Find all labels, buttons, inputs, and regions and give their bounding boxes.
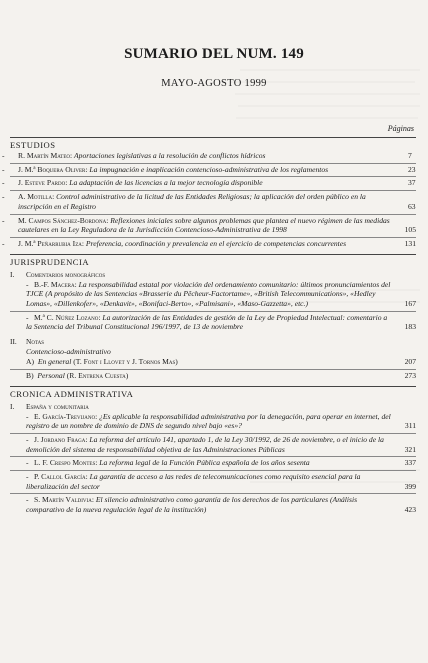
bullet-dash: - [26, 495, 29, 505]
subsection-label: Comentarios monográficos [26, 269, 106, 279]
entry-title: Reflexiones iniciales sobre algunos problemas que plantea el nuevo régimen de las medidas cautelares en la Ley Reguladora de la Jurisdicción Contencioso-Administrativa de 1998 [18, 215, 390, 235]
bullet-dash: - [26, 472, 29, 482]
toc-entry[interactable]: - J. Jordano Fraga: La reforma del artículo 141, apartado 1, de la Ley 30/1992, de 26 de noviembre, o el inicio de la demolición del sistema de responsabilidad objetiva de las Administraciones Públicas 321 [10, 435, 416, 457]
bullet-dash: - [26, 312, 29, 322]
entry-page: 311 [404, 421, 416, 431]
subsection-subheading: Contencioso-administrativo [26, 347, 111, 357]
page-title: SUMARIO DEL NUM. 149 [124, 46, 304, 62]
entry-page: 321 [404, 444, 416, 454]
pages-column-label: Páginas [387, 124, 414, 133]
entry-page: 167 [404, 299, 416, 309]
nota-letter: A) [26, 357, 35, 367]
entry-author: A. Motilla [18, 192, 53, 202]
bullet-dash: - [2, 164, 5, 174]
entry-author: M. Campos Sánchez-Bordona [18, 215, 107, 225]
entry-title: Aportaciones legislativas a la resolución de conflictos hídricos [74, 151, 266, 160]
entry-title: La garantía de acceso a las redes de telecomunicaciones como requisito esencial para la liberalización del sector [26, 472, 361, 491]
toc-entry[interactable]: - J. M.ª Boquera Oliver: La impugnación e inaplicación contencioso-administrativa de los reglamentos 23 [10, 165, 416, 178]
entry-author: J. Jordano Fraga [34, 434, 86, 444]
entry-page: 399 [404, 481, 416, 491]
toc-entry[interactable]: - E. García-Trevijano: ¿Es aplicable la responsabilidad administrativa por la denegación, para operar en internet, del registro de un nombre de dominio de DNS de segundo nivel bajo «es»? 311 [10, 412, 416, 434]
subsection-label: España y comunitaria [26, 401, 89, 411]
subsection-heading [10, 270, 416, 279]
bullet-dash: - [2, 238, 5, 248]
toc-entry[interactable]: - A. Motilla: Control administrativo de la licitud de las Entidades Religiosas; la aplicación del orden público en la inscripción en el Registro 63 [10, 192, 416, 214]
subsection-number: I. [10, 269, 15, 279]
section-heading-jurisprudencia: JURISPRUDENCIA [10, 254, 416, 267]
bullet-dash: - [2, 192, 5, 202]
entry-title: Personal [37, 370, 65, 380]
bullet-dash: - [26, 458, 29, 468]
entry-author: (T. Font i Llovet y J. Tornos Mas) [73, 357, 178, 367]
subsection-heading [10, 402, 416, 411]
entry-author: J. Esteve Pardo [18, 178, 66, 188]
entry-author: J. M.ª Boquera Oliver [18, 164, 86, 174]
entry-author: (R. Entrena Cuesta) [66, 370, 129, 380]
toc-entry[interactable] [10, 357, 416, 370]
entry-title: La adaptación de las licencias a la mejor tecnología disponible [69, 178, 263, 188]
bullet-dash: - [2, 215, 5, 225]
entry-author: R. Martín Mateo [18, 151, 71, 160]
bullet-dash: - [2, 178, 5, 188]
table-of-contents [2, 134, 416, 518]
entry-page: 423 [404, 505, 416, 515]
entry-page: 105 [404, 225, 416, 235]
entry-author: M.ª C. Núñez Lozano [34, 312, 99, 322]
entry-page: 337 [404, 458, 416, 468]
entry-title: Control administrativo de la licitud de las Entidades Religiosas; la aplicación del orden público en la inscripción en el Registro [18, 192, 366, 211]
bullet-dash: - [26, 279, 29, 289]
subsection-label: Notas [26, 337, 44, 347]
entry-author: L. F. Crespo Montes [34, 458, 96, 468]
entry-author: P. Callol García [34, 472, 86, 482]
toc-entry[interactable]: - S. Martín Valdivia: El silencio administrativo como garantía de los derechos de los particulares (Análisis comparativo de la nueva regulación legal de la institución) 423 [26, 495, 416, 515]
section-heading-cronica: CRONICA ADMINISTRATIVA [10, 386, 416, 399]
toc-entry[interactable]: - M. Campos Sánchez-Bordona: Reflexiones iniciales sobre algunos problemas que plantea el nuevo régimen de las medidas cautelares en la Ley Reguladora de la Jurisdicción Contencioso-Administrativa de 1998 105 [10, 216, 416, 238]
entry-title: En general [37, 357, 72, 367]
entry-title: El silencio administrativo como garantía de los derechos de los particulares (Análisis comparativo de la nueva regulación legal de la institución) [26, 495, 358, 515]
bullet-dash: - [2, 151, 5, 160]
subsection-number: I. [10, 401, 15, 411]
entry-title: La autorización de las Entidades de gestión de la Ley de Propiedad Intelectual: comentario a la Sentencia del Tribunal Constitucional 196/1997, de 13 de noviembre [26, 312, 388, 332]
toc-entry[interactable]: - L. F. Crespo Montes: La reforma legal de la Función Pública española de los años sesenta 337 [10, 458, 416, 471]
entry-page: 183 [404, 322, 416, 332]
subsection-number: II. [10, 337, 17, 347]
entry-author: E. García-Trevijano [34, 411, 96, 421]
entry-page: 131 [404, 238, 416, 248]
entry-title: La reforma legal de la Función Pública española de los años sesenta [99, 458, 310, 468]
entry-title: La impugnación e inaplicación contencioso-administrativa de los reglamentos [89, 164, 329, 174]
entry-author: S. Martín Valdivia [34, 495, 92, 505]
toc-entry[interactable]: - J. Esteve Pardo: La adaptación de las licencias a la mejor tecnología disponible 37 [10, 178, 416, 191]
entry-author: B.-F. Macera [34, 279, 75, 289]
entry-title: La reforma del artículo 141, apartado 1, de la Ley 30/1992, de 26 de noviembre, o el inicio de la demolición del sistema de responsabilidad objetiva de las Administraciones Públicas [26, 434, 384, 454]
entry-title: Preferencia, coordinación y prevalencia en el ejercicio de competencias concurrentes [85, 238, 347, 248]
nota-letter: B) [26, 370, 34, 380]
entry-title: La responsabilidad estatal por violación del ordenamiento comunitario: últimos pronunciamientos del TJCE (A propósito de las Sentencias «Brasserie du Pêcheur-Factortame», «British Telecommunications», «Hedley Lomas», «Dillenkofer», «Denkavit», «Bonifaci-Berto», «Palmisani», «Maso-Gazzetta», etc.) [26, 279, 391, 309]
toc-entry[interactable]: - M.ª C. Núñez Lozano: La autorización de las Entidades de gestión de la Ley de Propiedad Intelectual: comentario a la Sentencia del Tribunal Constitucional 196/1997, de 13 de noviembre 183 [26, 312, 416, 332]
section-heading-estudios: ESTUDIOS [10, 137, 416, 150]
toc-entry[interactable]: - P. Callol García: La garantía de acceso a las redes de telecomunicaciones como requisito esencial para la liberalización del sector 399 [10, 472, 416, 494]
entry-title: ¿Es aplicable la responsabilidad administrativa por la denegación, para operar en internet, del registro de un nombre de dominio de DNS de segundo nivel bajo «es»? [26, 411, 391, 431]
toc-entry[interactable]: - R. Martín Mateo: Aportaciones legislativas a la resolución de conflictos hídricos 7 [10, 151, 416, 164]
entry-page: 207 [404, 357, 416, 367]
subsection-heading [10, 337, 416, 346]
entry-page: 273 [404, 370, 416, 380]
bullet-dash: - [26, 434, 29, 444]
issue-date: MAYO-AGOSTO 1999 [161, 78, 267, 89]
toc-entry[interactable]: - B.-F. Macera: La responsabilidad estatal por violación del ordenamiento comunitario: últimos pronunciamientos del TJCE (A propósito de las Sentencias «Brasserie du Pêcheur-Factortame», «British Telecommunications», «Hedley Lomas», «Dillenkofer», «Denkavit», «Bonifaci-Berto», «Palmisani», «Maso-Gazzetta», etc.) 167 [10, 280, 416, 312]
bullet-dash: - [26, 411, 29, 421]
toc-entry[interactable] [10, 371, 416, 383]
toc-entry[interactable]: - J. M.ª Peñarrubia Iza: Preferencia, coordinación y prevalencia en el ejercicio de competencias concurrentes 131 [2, 238, 416, 248]
entry-author: J. M.ª Peñarrubia Iza [18, 238, 82, 248]
